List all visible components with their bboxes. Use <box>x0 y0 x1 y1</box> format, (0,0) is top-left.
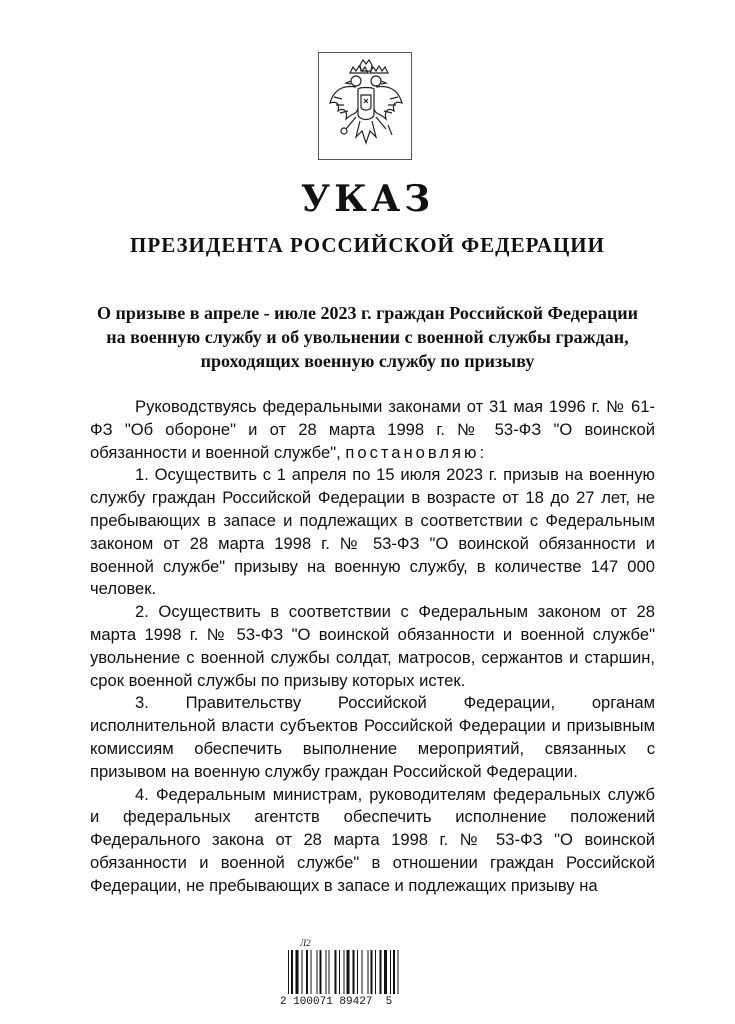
decree-subtitle: ПРЕЗИДЕНТА РОССИЙСКОЙ ФЕДЕРАЦИИ <box>130 233 605 257</box>
decree-heading: О призыве в апреле - июле 2023 г. граждан Российской Федерации на военную службу и об увольнении с военной службы граждан, проходящих военную службу по призыву <box>96 303 638 371</box>
decree-title: УКАЗ <box>300 178 435 220</box>
paragraph-4: 4. Федеральным министрам, руководителям федеральных служб и федеральных агентств обеспечить исполнение положений Федерального закона от 28 марта 1998 г. № 53-ФЗ "О воинской обязанности и военной службе" в отношении граждан Российской Федерации, не пребывающих в запасе и подлежащих призыву на <box>90 784 655 895</box>
barcode-number: 2 100071 89427 5 <box>280 996 393 1008</box>
barcode-bars <box>286 950 438 994</box>
paragraph-1: 1. Осуществить с 1 апреля по 15 июля 2023 г. призыв на военную службу граждан Российской Федерации в возрасте от 18 до 27 лет, не пребывающих в запасе и подлежащих в соответствии с Федеральным законом от 28 марта 1998 г. № 53-ФЗ "О воинской обязанности и военной службе" призыву на военную службу, в количестве 147 000 человек. <box>90 465 655 599</box>
preamble-text: Руководствуясь федеральными законами от 31 мая 1996 г. № 61-ФЗ "Об обороне" и от 28 марта 1998 г. № 53-ФЗ "О воинской обязанности и военной службе", <box>90 397 655 462</box>
decree-word: постановляю: <box>345 442 488 462</box>
paragraph-2: 2. Осуществить в соответствии с Федеральным законом от 28 марта 1998 г. № 53-ФЗ "О воинской обязанности и военной службе" увольнение с военной службы солдат, матросов, сержантов и старшин, срок военной службы по призыву которых истек. <box>90 602 655 690</box>
emblem-frame <box>318 52 412 160</box>
barcode-mark: Л2 <box>300 938 311 948</box>
coat-of-arms-icon <box>326 59 406 153</box>
preamble <box>90 396 655 464</box>
paragraph-3: 3. Правительству Российской Федерации, органам исполнительной власти субъектов Российской Федерации и призывным комиссиям обеспечить выполнение мероприятий, связанных с призывом на военную службу граждан Российской Федерации. <box>90 693 655 781</box>
barcode <box>280 938 446 1013</box>
decree-body <box>90 396 655 898</box>
